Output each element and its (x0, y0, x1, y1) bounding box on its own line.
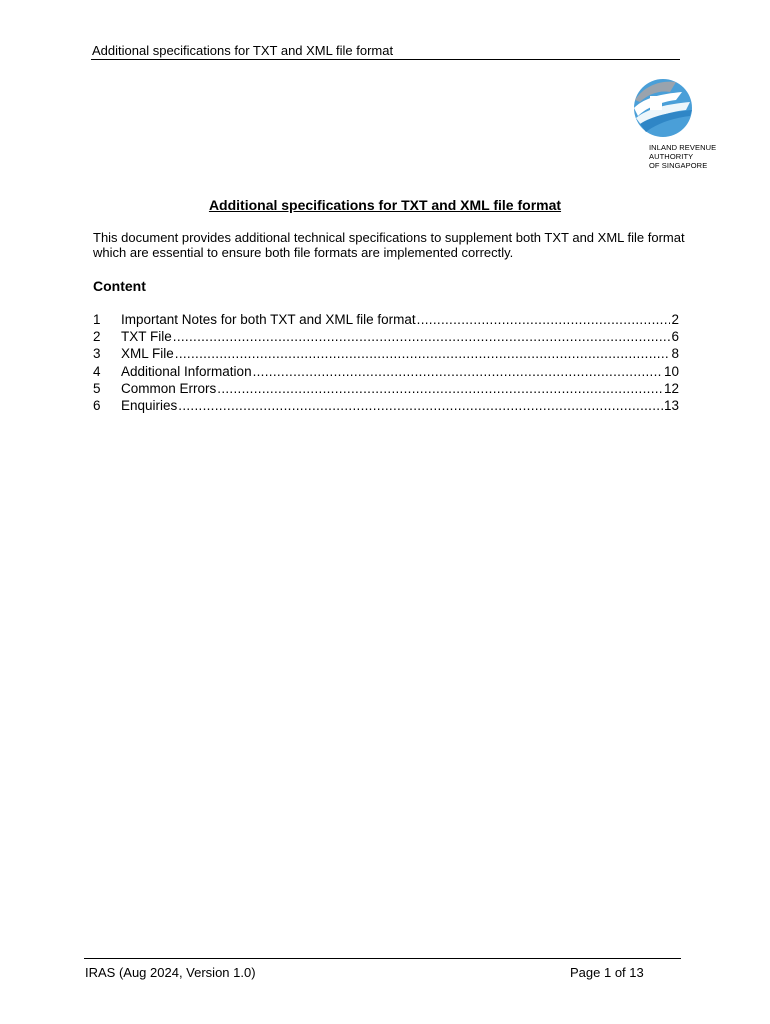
running-header: Additional specifications for TXT and XML file format (92, 43, 394, 58)
toc-leader (173, 328, 671, 345)
toc-leader (217, 380, 663, 397)
toc-leader (253, 363, 663, 380)
toc-page: 6 (671, 329, 679, 345)
toc-number: 2 (93, 329, 101, 345)
toc-leader (175, 345, 671, 362)
toc-title: XML File (121, 346, 174, 362)
intro-paragraph: This document provides additional technical specifications to supplement both TXT and XML file format which are essential to ensure both file formats are implemented correctly. (93, 230, 685, 260)
toc-page: 13 (663, 397, 679, 413)
toc-number: 5 (93, 380, 101, 396)
toc-number: 4 (93, 363, 101, 379)
content-heading: Content (93, 278, 146, 294)
toc-number: 3 (93, 346, 101, 362)
footer-version: IRAS (Aug 2024, Version 1.0) (85, 965, 256, 980)
toc-number: 1 (93, 312, 101, 327)
toc-title: TXT File (121, 329, 172, 345)
toc-entry-1[interactable] (93, 311, 679, 328)
toc-entry-6[interactable] (93, 397, 679, 414)
toc-page: 2 (671, 312, 679, 327)
toc-title: Important Notes for both TXT and XML file format (121, 312, 416, 327)
toc-entry-2[interactable] (93, 328, 679, 345)
toc-entry-4[interactable] (93, 363, 679, 380)
toc-page: 10 (663, 363, 679, 379)
toc-leader (417, 311, 671, 328)
toc-entry-5[interactable] (93, 380, 679, 397)
toc-leader (178, 397, 663, 414)
toc-title: Additional Information (121, 363, 252, 379)
toc-title: Common Errors (121, 380, 217, 396)
toc-entry-3[interactable] (93, 345, 679, 362)
toc-title: Enquiries (121, 397, 178, 413)
table-of-contents (93, 311, 679, 414)
document-title: Additional specifications for TXT and XML file format (208, 197, 562, 213)
iras-emblem-icon (630, 78, 696, 138)
header-divider (91, 59, 680, 60)
footer-page-number: Page 1 of 13 (570, 965, 644, 980)
toc-number: 6 (93, 397, 101, 413)
logo-wordmark: INLAND REVENUE AUTHORITY OF SINGAPORE (649, 143, 717, 170)
iras-logo (626, 78, 726, 170)
footer-divider (84, 958, 681, 959)
toc-page: 12 (663, 380, 679, 396)
toc-page: 8 (671, 346, 679, 362)
